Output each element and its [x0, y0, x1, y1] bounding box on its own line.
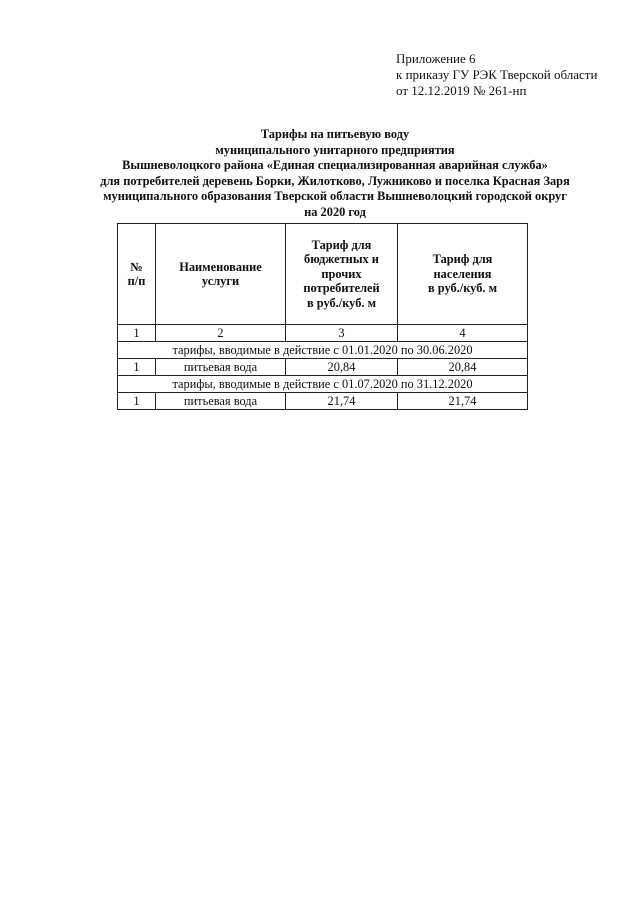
title-line: муниципального образования Тверской области Вышневолоцкий городской округ	[103, 189, 567, 204]
period-row	[118, 376, 528, 393]
appendix-line: от 12.12.2019 № 261-нп	[396, 83, 527, 98]
row-service: питьевая вода	[156, 393, 286, 410]
header-row	[118, 224, 528, 325]
column-number: 3	[286, 325, 398, 342]
table-row	[118, 393, 528, 410]
row-budget-tariff: 20,84	[286, 359, 398, 376]
period-label: тарифы, вводимые в действие с 01.07.2020 по 31.12.2020	[118, 376, 528, 393]
header-service: Наименование услуги	[156, 224, 286, 325]
header-tariff-population: Тариф для населения в руб./куб. м	[398, 224, 528, 325]
title-line: Тарифы на питьевую воду	[260, 127, 410, 141]
row-service: питьевая вода	[156, 359, 286, 376]
header-tariff-budget: Тариф для бюджетных и прочих потребителей в руб./куб. м	[286, 224, 398, 325]
appendix-line: к приказу ГУ РЭК Тверской области	[396, 67, 598, 82]
period-row	[118, 342, 528, 359]
column-number: 1	[118, 325, 156, 342]
appendix-reference	[396, 51, 632, 99]
tariff-table	[117, 223, 528, 410]
table-row	[118, 359, 528, 376]
row-population-tariff: 20,84	[398, 359, 528, 376]
appendix-line: Приложение 6	[396, 51, 476, 66]
header-num: № п/п	[118, 224, 156, 325]
row-num: 1	[118, 359, 156, 376]
row-population-tariff: 21,74	[398, 393, 528, 410]
column-number-row	[118, 325, 528, 342]
column-number: 4	[398, 325, 528, 342]
period-label: тарифы, вводимые в действие с 01.01.2020 по 30.06.2020	[118, 342, 528, 359]
column-number: 2	[156, 325, 286, 342]
title-line: муниципального унитарного предприятия	[215, 142, 455, 157]
title-line: для потребителей деревень Борки, Жилотково, Лужниково и поселка Красная Заря	[100, 173, 570, 188]
title-line: Вышневолоцкого района «Единая специализированная аварийная служба»	[122, 158, 548, 173]
document-title	[40, 127, 630, 221]
title-line: на 2020 год	[304, 204, 366, 219]
row-num: 1	[118, 393, 156, 410]
row-budget-tariff: 21,74	[286, 393, 398, 410]
